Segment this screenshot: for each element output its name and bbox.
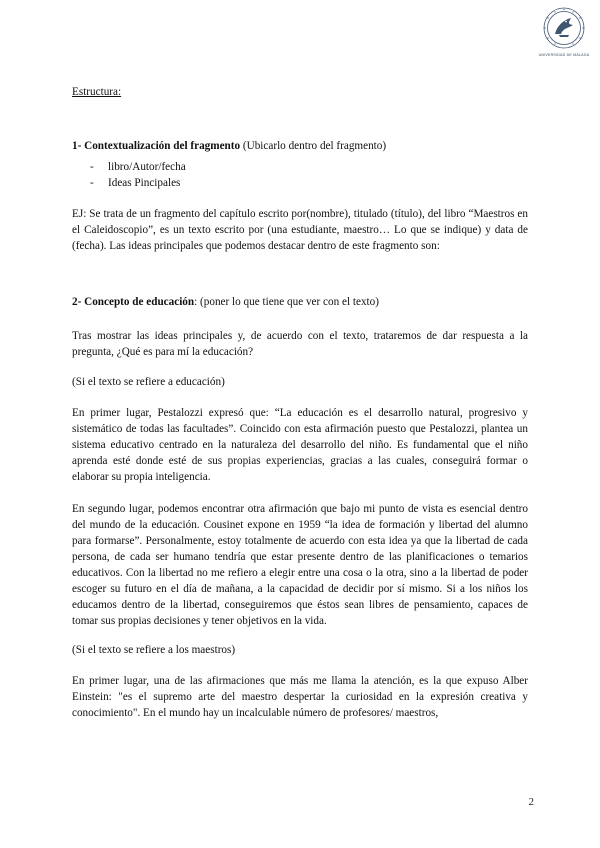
section-1-title bbox=[72, 138, 528, 154]
bullet-item: - Ideas Pincipales bbox=[90, 175, 528, 191]
document-body bbox=[72, 84, 528, 721]
logo-caption: UNIVERSIDAD DE MÁLAGA bbox=[538, 53, 590, 57]
section-2-title-bold: 2- Concepto de educación bbox=[72, 296, 195, 308]
section-2-intro: Tras mostrar las ideas principales y, de acuerdo con el texto, trataremos de dar respuesta a la pregunta, ¿Qué es para mí la educación? bbox=[72, 330, 528, 358]
section-2-title bbox=[72, 294, 528, 310]
paragraph-cousinet: En segundo lugar, podemos encontrar otra afirmación que bajo mi punto de vista es esencial dentro del mundo de la educación. Cousinet expone en 1959 “la idea de formación y libertad del alumno para formarse”. Personalmente, estoy totalmente de acuerdo con esta idea ya que la libertad de cada persona, de cada ser humano tendría que estar presente dentro de las planificaciones o temarios educativos. Con la libertad no me refiero a elegir entre una cosa o la otra, sino a la libertad de poder escoger su futuro en el día de mañana, a la capacidad de decidir por sí mismo. Si a los niños los educamos dentro de la libertad, conseguiremos que éstos sean libres de pensamiento, capaces de tomar sus propias decisiones y tener objetivos en la vida. bbox=[72, 503, 528, 627]
page-number: 2 bbox=[528, 796, 534, 808]
paragraph-einstein: En primer lugar, una de las afirmaciones que más me llama la atención, es la que expuso Alber Einstein: "es el supremo arte del maestro despertar la curiosidad en la expresión creativa y conocimiento". En el mundo hay un incalculable número de profesores/ maestros, bbox=[72, 675, 528, 719]
note-education: (Si el texto se refiere a educación) bbox=[72, 376, 225, 388]
section-1-bullet-list bbox=[72, 159, 528, 191]
section-1-title-note: (Ubicarlo dentro del fragmento) bbox=[240, 140, 387, 152]
section-1-example: EJ: Se trata de un fragmento del capítulo escrito por(nombre), titulado (título), del libro “Maestros en el Caleidoscopio”, es un texto escrito por (una estudiante, maestro… Lo que se indique) y data de (fecha). Las ideas principales que podemos destacar dentro de este fragmento son: bbox=[72, 208, 528, 252]
section-2-title-note: : (poner lo que tiene que ver con el texto) bbox=[194, 296, 379, 308]
note-teachers: (Si el texto se refiere a los maestros) bbox=[72, 644, 236, 656]
structure-heading: Estructura: bbox=[72, 86, 122, 98]
section-1-title-bold: 1- Contextualización del fragmento bbox=[72, 140, 241, 152]
paragraph-pestalozzi: En primer lugar, Pestalozzi expresó que: “La educación es el desarrollo natural, progresivo y sistemático de todas las facultades”. Coincido con esta afirmación puesto que Pestalozzi, plantea un sistema educativo centrado en la naturaleza del desarrollo del niño. Es fundamental que el niño aprenda esté donde esté de sus propias experiencias, gracias a las cuales, conseguirá formar o elaborar su propia inteligencia. bbox=[72, 407, 528, 483]
bullet-item: - libro/Autor/fecha bbox=[90, 159, 528, 175]
